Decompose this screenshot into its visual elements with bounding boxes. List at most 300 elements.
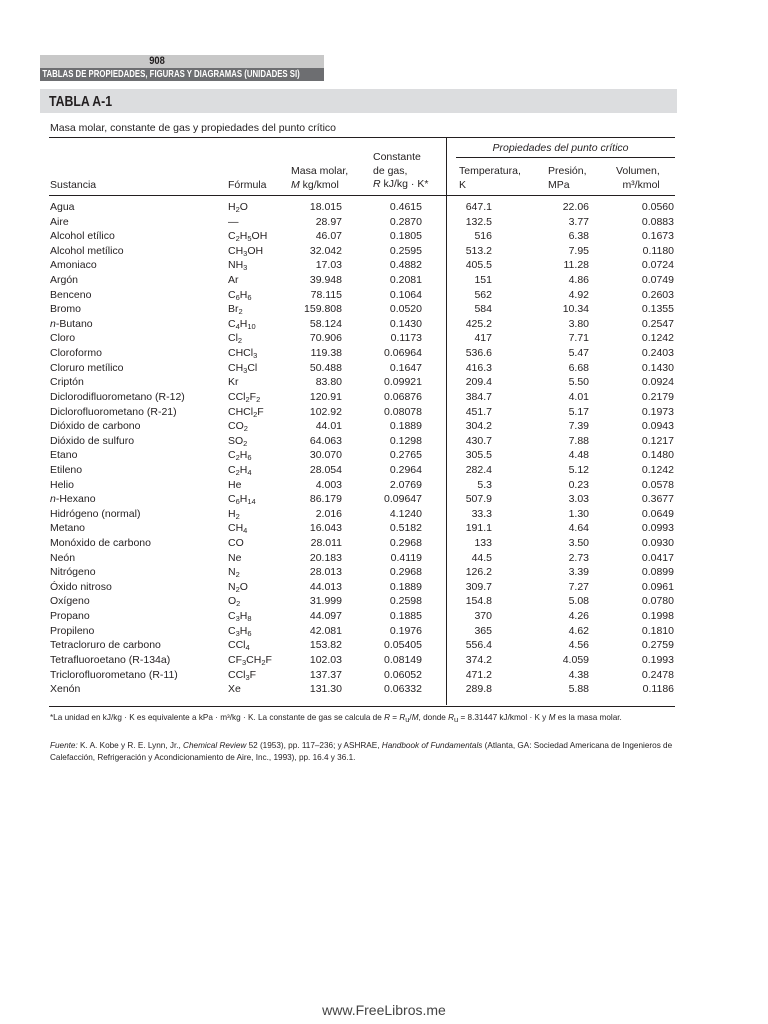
gas-constant-cell: 0.1064 — [389, 288, 422, 301]
gas-constant-cell: 0.2595 — [389, 244, 422, 257]
table-row — [0, 668, 768, 683]
formula-cell: CHCl$_3$ — [228, 347, 258, 361]
pressure-cell: 6.38 — [568, 230, 589, 243]
gas-constant-cell: 0.2598 — [389, 595, 422, 608]
gas-constant-cell: 0.1889 — [389, 420, 422, 433]
substance-cell: Triclorofluorometano (R-11) — [50, 668, 178, 681]
temperature-cell: 309.7 — [465, 580, 492, 593]
temperature-cell: 209.4 — [465, 376, 492, 389]
gas-constant-cell: 0.1298 — [389, 434, 422, 447]
header-bottom-rule — [49, 195, 675, 196]
volume-cell: 0.0724 — [641, 259, 674, 272]
formula-cell: $CH_4$ — [228, 522, 248, 536]
header-pressure — [548, 165, 587, 192]
temperature-cell: 151 — [474, 274, 492, 287]
gas-constant-cell: 0.1430 — [389, 317, 422, 330]
volume-cell: 0.0961 — [641, 580, 674, 593]
temperature-cell: 417 — [474, 332, 492, 345]
volume-cell: 0.1673 — [641, 230, 674, 243]
substance-cell: Alcohol metílico — [50, 244, 124, 257]
formula-cell: He — [228, 478, 242, 491]
molar-mass-cell: 119.38 — [310, 347, 342, 360]
gas-constant-cell: 0.2765 — [389, 449, 422, 462]
formula-cell: Kr — [228, 376, 239, 389]
formula-cell: $N_2$ — [228, 566, 240, 580]
temperature-cell: 191.1 — [465, 522, 492, 535]
table-row — [0, 361, 768, 376]
gas-constant-cell: 0.06332 — [384, 683, 422, 696]
substance-cell: Bromo — [50, 303, 81, 316]
molar-mass-cell: 31.999 — [309, 595, 342, 608]
molar-mass-cell: 44.097 — [309, 610, 342, 623]
table-row — [0, 507, 768, 522]
header-pressure-line2: MPa — [548, 178, 570, 191]
gas-constant-cell: 0.2870 — [389, 215, 422, 228]
pressure-cell: 4.01 — [568, 390, 589, 403]
header-gas-constant-line3 — [373, 178, 428, 192]
running-header-text: TABLAS DE PROPIEDADES, FIGURAS Y DIAGRAMAS (UNIDADES SI) — [42, 69, 300, 80]
volume-cell: 0.2759 — [641, 639, 674, 652]
volume-cell: 0.0883 — [641, 215, 674, 228]
formula-cell: $SO_2$ — [228, 434, 248, 448]
table-row — [0, 273, 768, 288]
molar-mass-cell: 120.91 — [309, 390, 342, 403]
formula-cell: $CH_3OH$ — [228, 244, 264, 258]
pressure-cell: 5.88 — [568, 683, 589, 696]
substance-cell: Propileno — [50, 624, 95, 637]
formula-cell: CCl$_4$ — [228, 639, 250, 653]
volume-cell: 0.0649 — [641, 507, 674, 520]
gas-constant-cell: 0.1976 — [389, 624, 422, 637]
substance-cell: Helio — [50, 478, 74, 491]
volume-cell: 0.2547 — [641, 317, 674, 330]
formula-cell: $C_4H_{10}$ — [228, 317, 256, 331]
table-row — [0, 434, 768, 449]
table-row — [0, 565, 768, 580]
table-row — [0, 258, 768, 273]
substance-cell: Criptón — [50, 376, 84, 389]
gas-constant-cell: 0.09921 — [384, 376, 422, 389]
table-row — [0, 478, 768, 493]
molar-mass-cell: 28.011 — [310, 537, 342, 550]
table-row — [0, 638, 768, 653]
molar-mass-cell: 16.043 — [309, 522, 342, 535]
substance-cell: Tetracloruro de carbono — [50, 639, 161, 652]
footnote-units: *La unidad en kJ/kg · K es equivalente a kPa · m³/kg · K. La constante de gas se calcula de $R = R_u/M$, donde $R_u = 8.31447$ kJ/kmol · K y M es la masa molar. — [50, 713, 622, 724]
gas-constant-cell: 0.2081 — [389, 274, 422, 287]
pressure-cell: 10.34 — [562, 303, 589, 316]
molar-mass-cell: 64.063 — [309, 434, 342, 447]
gas-constant-cell: 0.05405 — [384, 639, 422, 652]
temperature-cell: 451.7 — [465, 405, 492, 418]
formula-cell: $CCl_2F_2$ — [228, 390, 261, 404]
temperature-cell: 374.2 — [465, 653, 492, 666]
volume-cell: 0.1186 — [642, 683, 674, 696]
pressure-cell: 4.86 — [568, 274, 589, 287]
molar-mass-cell: 2.016 — [315, 507, 342, 520]
substance-cell: Monóxido de carbono — [50, 537, 151, 550]
pressure-cell: 4.48 — [568, 449, 589, 462]
formula-cell: CCl$_3$F — [228, 668, 257, 682]
table-row — [0, 536, 768, 551]
gas-constant-cell: 0.2968 — [389, 537, 422, 550]
substance-cell: Metano — [50, 522, 86, 535]
gas-constant-cell: 4.1240 — [389, 507, 422, 520]
volume-cell: 0.3677 — [641, 493, 674, 506]
table-row — [0, 653, 768, 668]
pressure-cell: 3.50 — [568, 537, 589, 550]
temperature-cell: 471.2 — [465, 668, 492, 681]
table-row — [0, 609, 768, 624]
formula-cell: $Br_2$ — [228, 303, 243, 317]
formula-cell: $H_2O$ — [228, 201, 248, 214]
volume-cell: 0.1242 — [641, 332, 674, 345]
gas-constant-cell: 0.1173 — [390, 332, 422, 345]
table-row — [0, 215, 768, 230]
pressure-cell: 5.12 — [568, 463, 589, 476]
temperature-cell: 289.8 — [465, 683, 492, 696]
pressure-cell: 1.30 — [568, 507, 589, 520]
pressure-cell: 6.68 — [568, 361, 589, 374]
substance-cell: Cloruro metílico — [50, 361, 124, 374]
table-row — [0, 682, 768, 697]
pressure-cell: 4.64 — [568, 522, 589, 535]
page-number: 908 — [149, 55, 165, 67]
gas-constant-cell: 2.0769 — [389, 478, 422, 491]
header-molar-mass — [291, 165, 348, 192]
pressure-cell: 3.80 — [568, 317, 589, 330]
temperature-cell: 5.3 — [477, 478, 492, 491]
molar-mass-cell: 28.97 — [315, 215, 342, 228]
molar-mass-cell: 58.124 — [309, 317, 342, 330]
volume-cell: 0.0749 — [641, 274, 674, 287]
header-pressure-line1: Presión, — [548, 165, 587, 177]
molar-mass-cell: 86.179 — [309, 493, 342, 506]
pressure-cell: 7.71 — [568, 332, 589, 345]
gas-constant-cell: 0.5182 — [389, 522, 422, 535]
volume-cell: 0.1430 — [641, 361, 674, 374]
pressure-cell: 7.27 — [568, 580, 589, 593]
molar-mass-cell: 50.488 — [309, 361, 342, 374]
formula-cell: Ar — [228, 274, 239, 287]
molar-mass-cell: 18.015 — [309, 201, 342, 213]
molar-mass-cell: 30.070 — [309, 449, 342, 462]
volume-cell: 0.1480 — [641, 449, 674, 462]
substance-cell: Tetrafluoroetano (R-134a) — [50, 653, 171, 666]
formula-cell: $NH_3$ — [228, 259, 248, 273]
formula-cell: $C_2H_4$ — [228, 463, 252, 477]
temperature-cell: 556.4 — [465, 639, 492, 652]
temperature-cell: 282.4 — [465, 463, 492, 476]
formula-cell: $H_2$ — [228, 507, 240, 521]
pressure-cell: 7.95 — [568, 244, 589, 257]
gas-constant-cell: 0.4882 — [389, 259, 422, 272]
volume-cell: 0.0578 — [641, 478, 674, 491]
temperature-cell: 305.5 — [465, 449, 492, 462]
formula-cell: $CO_2$ — [228, 420, 248, 434]
critical-properties-heading: Propiedades del punto crítico — [492, 142, 629, 154]
gas-constant-cell: 0.2964 — [389, 463, 422, 476]
molar-mass-cell: 131.30 — [309, 683, 342, 696]
pressure-cell: 4.059 — [562, 653, 589, 666]
substance-cell: Óxido nitroso — [50, 580, 112, 593]
volume-cell: 0.0943 — [641, 420, 674, 433]
critical-properties-rule — [456, 157, 675, 158]
gas-constant-cell: 0.1889 — [389, 580, 422, 593]
formula-cell: CO — [228, 537, 244, 550]
molar-mass-cell: 83.80 — [315, 376, 342, 389]
molar-mass-cell: 44.013 — [309, 580, 342, 593]
table-row — [0, 419, 768, 434]
substance-cell: Benceno — [50, 288, 92, 301]
formula-cell: $CH_3Cl$ — [228, 361, 258, 375]
temperature-cell: 365 — [474, 624, 492, 637]
table-row — [0, 580, 768, 595]
table-row — [0, 302, 768, 317]
formula-cell: $O_2$ — [228, 595, 241, 609]
pressure-cell: 4.26 — [568, 610, 589, 623]
substance-cell: Xenón — [50, 683, 81, 696]
table-row — [0, 200, 768, 215]
watermark: www.FreeLibros.me — [322, 1002, 446, 1018]
temperature-cell: 513.2 — [465, 244, 492, 257]
volume-cell: 0.1993 — [641, 653, 674, 666]
pressure-cell: 3.77 — [568, 215, 589, 228]
substance-cell: Agua — [50, 201, 75, 213]
table-row — [0, 346, 768, 361]
volume-cell: 0.0560 — [641, 201, 674, 213]
header-temperature — [459, 165, 521, 192]
substance-cell: Hidrógeno (normal) — [50, 507, 141, 520]
volume-cell: 0.1998 — [641, 610, 674, 623]
formula-cell: $N_2O$ — [228, 580, 248, 594]
volume-cell: 0.2478 — [641, 668, 674, 681]
gas-constant-cell: 0.08149 — [384, 653, 422, 666]
gas-constant-cell: 0.08078 — [384, 405, 422, 418]
header-volume-line1: Volumen, — [616, 165, 660, 177]
gas-constant-cell: 0.4615 — [389, 201, 422, 213]
formula-cell: Ne — [228, 551, 242, 564]
table-caption: Masa molar, constante de gas y propiedades del punto crítico — [50, 122, 337, 134]
temperature-cell: 536.6 — [465, 347, 492, 360]
table-body — [0, 200, 768, 697]
substance-cell: Dióxido de sulfuro — [50, 434, 135, 447]
volume-cell: 0.2179 — [641, 390, 674, 403]
table-row — [0, 551, 768, 566]
temperature-cell: 425.2 — [465, 317, 492, 330]
pressure-cell: 4.62 — [568, 624, 589, 637]
formula-cell: — — [228, 215, 239, 228]
gas-constant-cell: 0.06964 — [384, 347, 422, 360]
pressure-cell: 4.56 — [568, 639, 589, 652]
table-row — [0, 521, 768, 536]
substance-cell: n-Butano — [50, 317, 93, 330]
pressure-cell: 5.08 — [568, 595, 589, 608]
gas-constant-cell: 0.06052 — [384, 668, 422, 681]
substance-cell: Cloro — [50, 332, 76, 345]
substance-cell: n-Hexano — [50, 493, 96, 506]
formula-cell: $C_3H_8$ — [228, 610, 252, 624]
pressure-cell: 11.28 — [563, 259, 589, 272]
volume-cell: 0.0417 — [641, 551, 674, 564]
temperature-cell: 133 — [474, 537, 492, 550]
header-gas-constant-symbol: R — [373, 178, 381, 190]
substance-cell: Cloroformo — [50, 347, 102, 360]
molar-mass-cell: 17.03 — [315, 259, 342, 272]
table-row — [0, 229, 768, 244]
table-row — [0, 288, 768, 303]
molar-mass-cell: 153.82 — [309, 639, 342, 652]
formula-cell: $Cl_2$ — [228, 332, 243, 346]
table-row — [0, 492, 768, 507]
formula-cell: Xe — [228, 683, 241, 696]
pressure-cell: 22.06 — [562, 201, 589, 213]
molar-mass-cell: 28.054 — [309, 463, 342, 476]
temperature-cell: 44.5 — [471, 551, 492, 564]
molar-mass-cell: 102.03 — [309, 653, 342, 666]
volume-cell: 0.1973 — [641, 405, 674, 418]
header-gas-constant-unit: kJ/kg · K* — [380, 178, 429, 190]
volume-cell: 0.0780 — [641, 595, 674, 608]
substance-cell: Etileno — [50, 463, 83, 476]
molar-mass-cell: 137.37 — [309, 668, 342, 681]
temperature-cell: 562 — [474, 288, 492, 301]
volume-cell: 0.1810 — [641, 624, 674, 637]
table-row — [0, 375, 768, 390]
formula-cell: $C_6H_{14}$ — [228, 493, 256, 507]
substance-cell: Neón — [50, 551, 76, 564]
table-row — [0, 331, 768, 346]
formula-cell: $C_2H_6$ — [228, 449, 252, 463]
temperature-cell: 384.7 — [465, 390, 492, 403]
formula-cell: $C_3H_6$ — [228, 624, 252, 638]
pressure-cell: 5.50 — [568, 376, 589, 389]
table-title-band — [40, 89, 677, 113]
table-top-rule — [49, 137, 675, 138]
molar-mass-cell: 78.115 — [310, 288, 342, 301]
table-row — [0, 244, 768, 259]
pressure-cell: 5.47 — [568, 347, 589, 360]
volume-cell: 0.1355 — [641, 303, 674, 316]
molar-mass-cell: 20.183 — [309, 551, 342, 564]
table-row — [0, 405, 768, 420]
pressure-cell: 7.39 — [568, 420, 589, 433]
formula-cell: $C_2H_5OH$ — [228, 230, 268, 244]
temperature-cell: 370 — [474, 610, 492, 623]
volume-cell: 0.0924 — [641, 376, 674, 389]
substance-cell: Nitrógeno — [50, 566, 96, 579]
header-gas-constant — [373, 151, 428, 192]
pressure-cell: 3.03 — [568, 493, 589, 506]
volume-cell: 0.1242 — [641, 463, 674, 476]
molar-mass-cell: 4.003 — [315, 478, 342, 491]
table-row — [0, 390, 768, 405]
substance-cell: Oxígeno — [50, 595, 90, 608]
pressure-cell: 4.92 — [568, 288, 589, 301]
formula-cell: $CF_3CH_2F$ — [228, 653, 272, 667]
formula-cell: $C_6H_6$ — [228, 288, 252, 302]
pressure-cell: 0.23 — [568, 478, 589, 491]
molar-mass-cell: 102.92 — [309, 405, 342, 418]
molar-mass-cell: 159.808 — [304, 303, 342, 316]
substance-cell: Etano — [50, 449, 78, 462]
pressure-cell: 2.73 — [568, 551, 589, 564]
molar-mass-cell: 70.906 — [309, 332, 342, 345]
header-molar-mass-line1: Masa molar, — [291, 165, 349, 177]
temperature-cell: 430.7 — [465, 434, 492, 447]
gas-constant-cell: 0.2968 — [389, 566, 422, 579]
molar-mass-cell: 32.042 — [309, 244, 342, 257]
gas-constant-cell: 0.09647 — [384, 493, 422, 506]
running-header — [40, 68, 324, 81]
gas-constant-cell: 0.1885 — [389, 610, 422, 623]
molar-mass-cell: 44.01 — [315, 420, 342, 433]
pressure-cell: 5.17 — [568, 405, 589, 418]
temperature-cell: 647.1 — [465, 201, 492, 213]
gas-constant-cell: 0.1805 — [389, 230, 422, 243]
header-volume — [616, 165, 660, 192]
table-label: TABLA A-1 — [49, 93, 113, 110]
volume-cell: 0.0930 — [641, 537, 674, 550]
gas-constant-cell: 0.06876 — [384, 390, 422, 403]
volume-cell: 0.1180 — [642, 244, 674, 257]
temperature-cell: 416.3 — [465, 361, 492, 374]
substance-cell: Aire — [50, 215, 69, 228]
gas-constant-cell: 0.0520 — [389, 303, 422, 316]
header-volume-line2: m³/kmol — [622, 178, 660, 191]
header-formula: Fórmula — [228, 179, 267, 191]
header-temperature-line2: K — [459, 178, 467, 191]
footnote-source: Fuente: K. A. Kobe y R. E. Lynn, Jr., Chemical Review 52 (1953), pp. 117–236; y ASHRAE, Handbook of Fundamentals (Atlanta, GA: Sociedad Americana de Ingenieros de Calefacción, Refrigeración y Acondicionamiento de Aire, Inc., 1993), pp. 16.4 y 36.1. — [50, 741, 673, 762]
substance-cell: Amoniaco — [50, 259, 97, 272]
gas-constant-cell: 0.4119 — [390, 551, 422, 564]
gas-constant-cell: 0.1647 — [389, 361, 422, 374]
volume-cell: 0.2603 — [641, 288, 674, 301]
molar-mass-cell: 39.948 — [309, 274, 342, 287]
header-gas-constant-line1: Constante — [373, 151, 421, 163]
table-row — [0, 594, 768, 609]
header-temperature-line1: Temperatura, — [459, 165, 521, 177]
volume-cell: 0.1217 — [641, 434, 674, 447]
volume-cell: 0.0899 — [641, 566, 674, 579]
volume-cell: 0.0993 — [641, 522, 674, 535]
molar-mass-cell: 42.081 — [309, 624, 342, 637]
header-molar-mass-line2 — [291, 179, 348, 193]
temperature-cell: 126.2 — [465, 566, 492, 579]
substance-cell: Argón — [50, 274, 79, 287]
table-bottom-rule — [49, 706, 675, 707]
substance-cell: Diclorofluorometano (R-21) — [50, 405, 177, 418]
temperature-cell: 33.3 — [471, 507, 492, 520]
molar-mass-cell: 46.07 — [315, 230, 342, 243]
formula-cell: CHCl$_2$F — [228, 405, 264, 419]
table-row — [0, 448, 768, 463]
temperature-cell: 405.5 — [465, 259, 492, 272]
table-row — [0, 463, 768, 478]
volume-cell: 0.2403 — [641, 347, 674, 360]
substance-cell: Dióxido de carbono — [50, 420, 141, 433]
header-molar-mass-unit: kg/kmol — [299, 178, 339, 191]
molar-mass-cell: 28.013 — [309, 566, 342, 579]
header-molar-mass-symbol: M — [291, 178, 300, 191]
pressure-cell: 7.88 — [568, 434, 589, 447]
pressure-cell: 4.38 — [568, 668, 589, 681]
temperature-cell: 304.2 — [465, 420, 492, 433]
substance-cell: Propano — [50, 610, 90, 623]
substance-cell: Alcohol etílico — [50, 230, 115, 243]
pressure-cell: 3.39 — [568, 566, 589, 579]
temperature-cell: 154.8 — [465, 595, 492, 608]
